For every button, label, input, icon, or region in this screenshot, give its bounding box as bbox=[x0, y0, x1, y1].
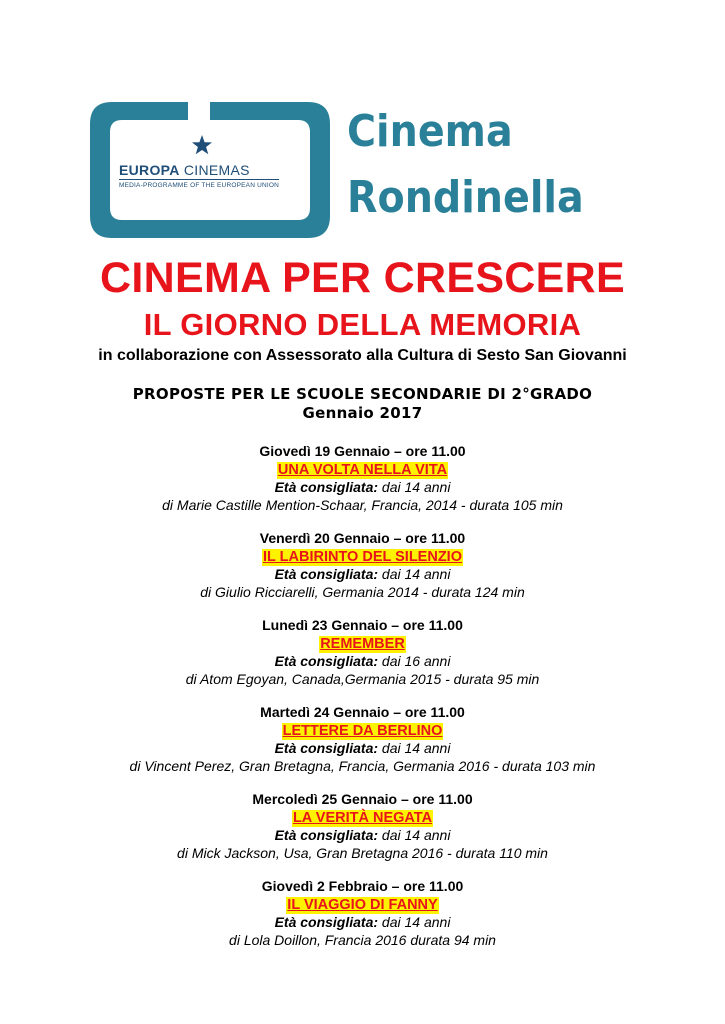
europa-cinemas-label: EUROPA CINEMAS bbox=[119, 162, 250, 178]
europa-subtitle: MEDIA-PROGRAMME OF THE EUROPEAN UNION bbox=[119, 182, 280, 189]
event-date: Giovedì 2 Febbraio – ore 11.00 bbox=[261, 878, 464, 894]
event-title: LA VERITÀ NEGATA bbox=[292, 809, 433, 826]
event-credits: di Lola Doillon, Francia 2016 durata 94 min bbox=[229, 931, 496, 948]
event-item bbox=[0, 443, 725, 514]
event-credits: di Marie Castille Mention-Schaar, Francia, 2014 - durata 105 min bbox=[162, 496, 563, 513]
star-icon bbox=[191, 134, 213, 156]
event-item bbox=[0, 878, 725, 949]
event-credits: di Vincent Perez, Gran Bretagna, Francia, Germania 2016 - durata 103 min bbox=[129, 757, 596, 774]
period-heading: Gennaio 2017 bbox=[302, 404, 423, 422]
brand-name-line2: Rondinella bbox=[347, 172, 584, 223]
proposals-heading: PROPOSTE PER LE SCUOLE SECONDARIE DI 2°GRADO bbox=[132, 385, 593, 403]
event-date: Venerdì 20 Gennaio – ore 11.00 bbox=[259, 530, 466, 546]
event-title: IL VIAGGIO DI FANNY bbox=[287, 896, 438, 913]
event-date: Mercoledì 25 Gennaio – ore 11.00 bbox=[252, 791, 473, 807]
event-item bbox=[0, 617, 725, 688]
event-age: Età consigliata: dai 14 anni bbox=[274, 740, 451, 756]
logo bbox=[87, 98, 647, 238]
main-title: CINEMA PER CRESCERE bbox=[100, 254, 625, 302]
event-credits: di Atom Egoyan, Canada,Germania 2015 - durata 95 min bbox=[185, 670, 540, 687]
collaboration-note: in collaborazione con Assessorato alla Cultura di Sesto San Giovanni bbox=[98, 347, 627, 364]
event-title: REMEMBER bbox=[320, 635, 405, 652]
event-credits: di Giulio Ricciarelli, Germania 2014 - durata 124 min bbox=[200, 583, 525, 600]
event-title: LETTERE DA BERLINO bbox=[282, 722, 443, 739]
event-age: Età consigliata: dai 14 anni bbox=[274, 566, 451, 582]
event-title: IL LABIRINTO DEL SILENZIO bbox=[263, 548, 462, 565]
event-credits: di Mick Jackson, Usa, Gran Bretagna 2016 - durata 110 min bbox=[177, 844, 548, 861]
event-age: Età consigliata: dai 16 anni bbox=[274, 653, 451, 669]
event-title: UNA VOLTA NELLA VITA bbox=[277, 461, 448, 478]
event-date: Martedì 24 Gennaio – ore 11.00 bbox=[260, 704, 465, 720]
event-age: Età consigliata: dai 14 anni bbox=[274, 479, 451, 495]
event-item bbox=[0, 530, 725, 601]
brand-name-line1: Cinema bbox=[347, 106, 513, 157]
event-age: Età consigliata: dai 14 anni bbox=[274, 914, 451, 930]
europa-divider bbox=[119, 179, 279, 180]
event-item bbox=[0, 704, 725, 775]
sub-title: IL GIORNO DELLA MEMORIA bbox=[143, 307, 582, 342]
event-age: Età consigliata: dai 14 anni bbox=[274, 827, 451, 843]
event-date: Lunedì 23 Gennaio – ore 11.00 bbox=[262, 617, 463, 633]
event-item bbox=[0, 791, 725, 862]
event-date: Giovedì 19 Gennaio – ore 11.00 bbox=[259, 443, 466, 459]
